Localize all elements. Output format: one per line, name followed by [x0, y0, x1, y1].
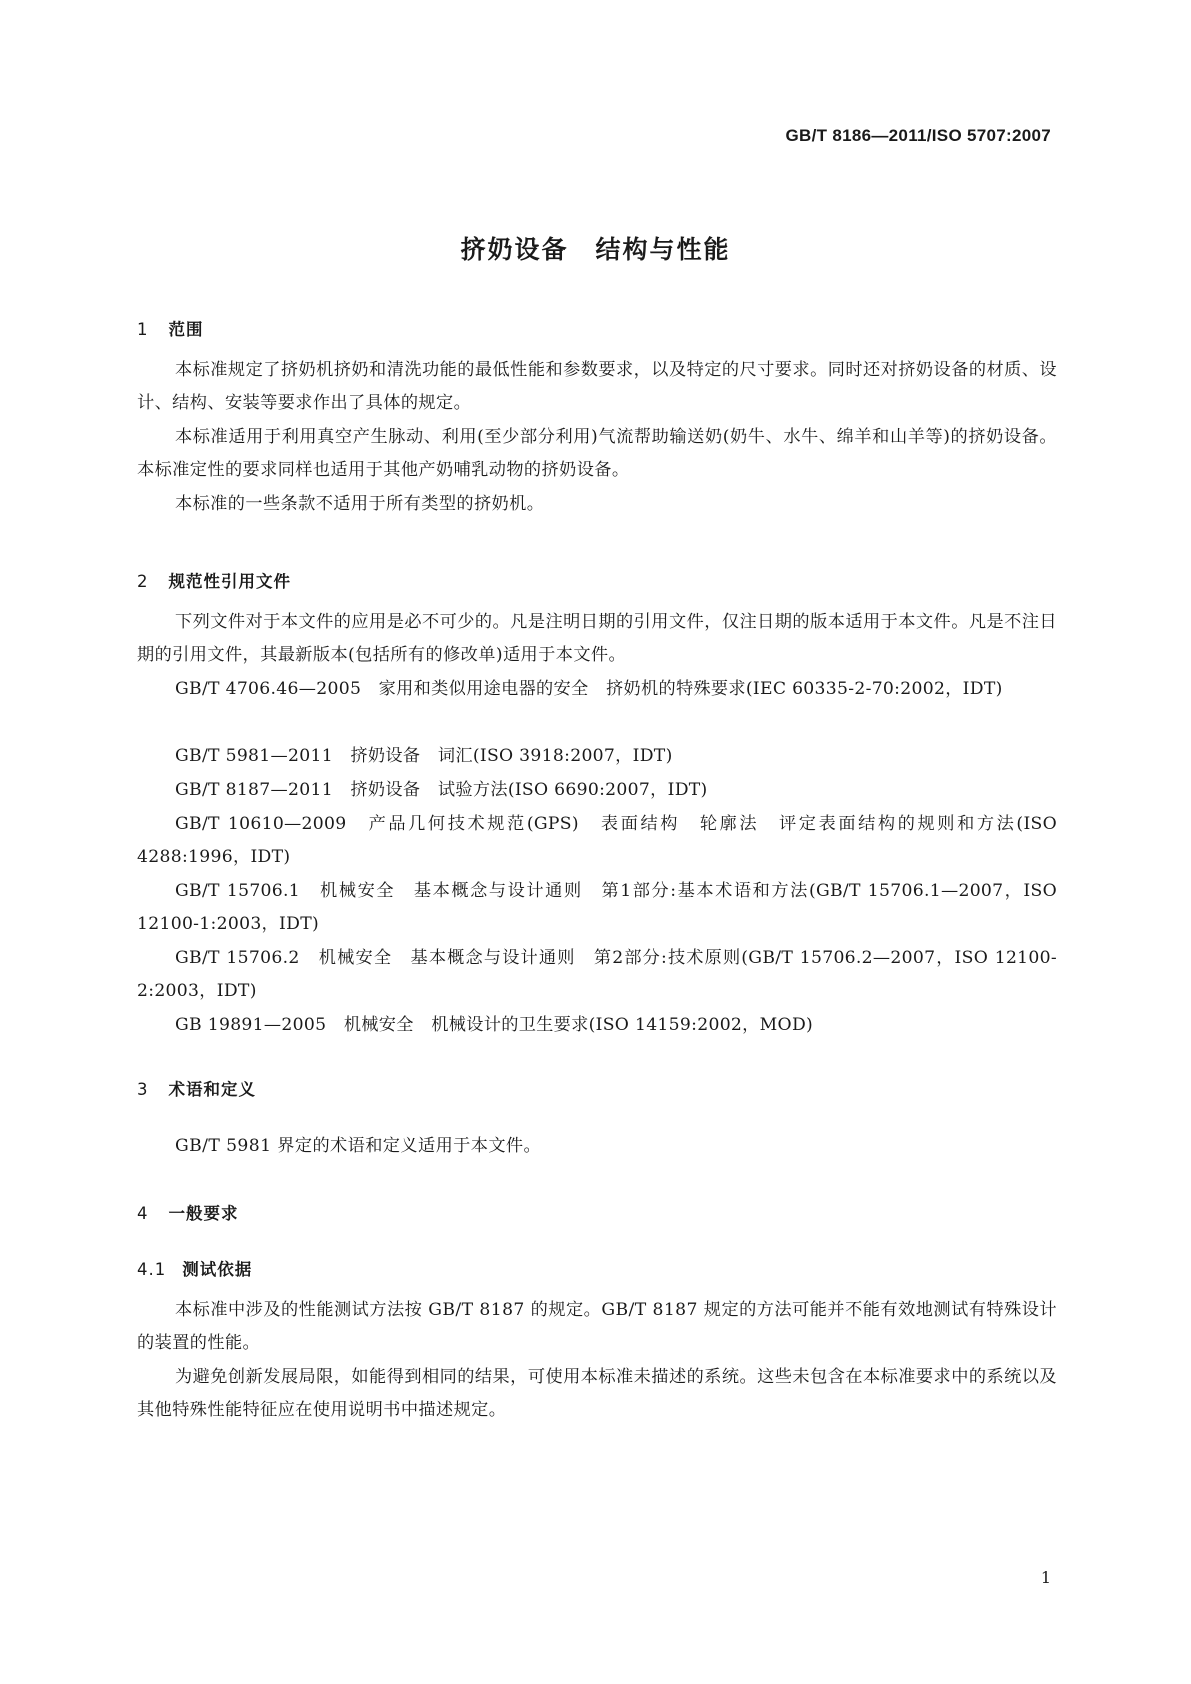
reference-item: GB/T 15706.2 机械安全 基本概念与设计通则 第2部分:技术原则(GB/T 15706.2—2007，ISO 12100-2:2003，IDT): [137, 948, 1057, 1001]
section-title: 一般要求: [168, 1204, 239, 1223]
section-title: 范围: [168, 320, 204, 339]
section-number: 1: [137, 320, 149, 339]
paragraph: 本标准的一些条款不适用于所有类型的挤奶机。: [175, 494, 545, 514]
section-2-heading: [137, 568, 291, 592]
standard-code: GB/T 8186—2011/ISO 5707:2007: [785, 126, 1051, 145]
reference-item: GB/T 8187—2011 挤奶设备 试验方法(ISO 6690:2007，IDT): [175, 780, 708, 800]
section-4-1-heading: [137, 1256, 252, 1280]
section-title: 测试依据: [182, 1260, 253, 1279]
section-number: 4: [137, 1204, 149, 1223]
document-title: 挤奶设备 结构与性能: [460, 235, 731, 264]
section-number: 4.1: [137, 1260, 167, 1279]
section-number: 2: [137, 572, 149, 591]
paragraph: 本标准规定了挤奶机挤奶和清洗功能的最低性能和参数要求，以及特定的尺寸要求。同时还对挤奶设备的材质、设计、结构、安装等要求作出了具体的规定。: [137, 360, 1057, 413]
section-3-heading: [137, 1076, 256, 1100]
paragraph: 为避免创新发展局限，如能得到相同的结果，可使用本标准未描述的系统。这些未包含在本标准要求中的系统以及其他特殊性能特征应在使用说明书中描述规定。: [137, 1367, 1057, 1420]
paragraph: 本标准中涉及的性能测试方法按 GB/T 8187 的规定。GB/T 8187 规定的方法可能并不能有效地测试有特殊设计的装置的性能。: [137, 1300, 1057, 1353]
section-title: 规范性引用文件: [168, 572, 291, 591]
section-4-heading: [137, 1200, 239, 1224]
page-number: 1: [1040, 1568, 1051, 1587]
reference-item: GB/T 5981—2011 挤奶设备 词汇(ISO 3918:2007，IDT): [175, 746, 673, 766]
reference-item: GB 19891—2005 机械安全 机械设计的卫生要求(ISO 14159:2002，MOD): [175, 1015, 814, 1035]
reference-item: GB/T 4706.46—2005 家用和类似用途电器的安全 挤奶机的特殊要求(IEC 60335-2-70:2002，IDT): [175, 679, 1003, 699]
section-title: 术语和定义: [168, 1080, 256, 1099]
reference-item: GB/T 15706.1 机械安全 基本概念与设计通则 第1部分:基本术语和方法(GB/T 15706.1—2007，ISO 12100-1:2003，IDT): [137, 881, 1057, 934]
reference-item: GB/T 10610—2009 产品几何技术规范(GPS) 表面结构 轮廓法 评定表面结构的规则和方法(ISO 4288:1996，IDT): [137, 814, 1057, 867]
section-1-heading: [137, 316, 204, 340]
section-number: 3: [137, 1080, 149, 1099]
paragraph: 本标准适用于利用真空产生脉动、利用(至少部分利用)气流帮助输送奶(奶牛、水牛、绵羊和山羊等)的挤奶设备。本标准定性的要求同样也适用于其他产奶哺乳动物的挤奶设备。: [137, 427, 1057, 480]
paragraph: 下列文件对于本文件的应用是必不可少的。凡是注明日期的引用文件，仅注日期的版本适用于本文件。凡是不注日期的引用文件，其最新版本(包括所有的修改单)适用于本文件。: [137, 612, 1057, 665]
paragraph: GB/T 5981 界定的术语和定义适用于本文件。: [175, 1136, 542, 1156]
